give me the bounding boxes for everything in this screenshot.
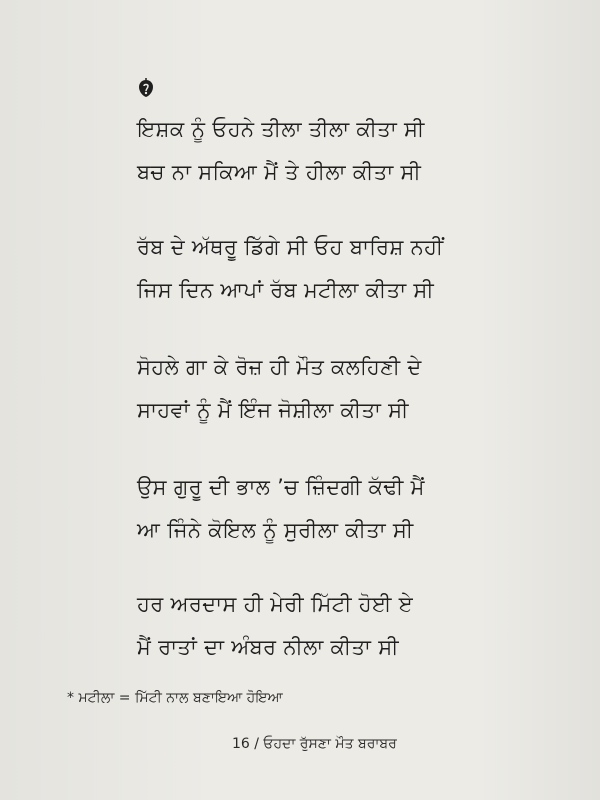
- stanza-1: [137, 108, 477, 194]
- poem-line: ਜਿਸ ਦਿਨ ਆਪਾਂ ਰੱਬ ਮਟੀਲਾ ਕੀਤਾ ਸੀ: [137, 278, 434, 302]
- stanza-4: [137, 466, 477, 552]
- poem-line: ਉਸ ਗੁਰੂ ਦੀ ਭਾਲ ’ਚ ਜ਼ਿੰਦਗੀ ਕੱਢੀ ਮੈਂ: [137, 475, 425, 499]
- poem-line: ਆ ਜਿੰਨੇ ਕੋਇਲ ਨੂੰ ਸੁਰੀਲਾ ਕੀਤਾ ਸੀ: [137, 518, 414, 542]
- stanza-3: [137, 346, 477, 432]
- footnote: * ਮਟੀਲਾ = ਮਿੱਟੀ ਨਾਲ ਬਣਾਇਆ ਹੋਇਆ: [67, 690, 283, 706]
- poem-line: ਸਾਹਵਾਂ ਨੂੰ ਮੈਂ ਇੰਜ ਜੋਸ਼ੀਲਾ ਕੀਤਾ ਸੀ: [137, 398, 409, 422]
- poem-line: ਮੈਂ ਰਾਤਾਂ ਦਾ ਅੰਬਰ ਨੀਲਾ ਕੀਤਾ ਸੀ: [137, 635, 399, 659]
- poem-line: ਸੋਹਲੇ ਗਾ ਕੇ ਰੋਜ਼ ਹੀ ਮੌਤ ਕਲਹਿਣੀ ਦੇ: [137, 355, 422, 379]
- stanza-5: [137, 583, 477, 669]
- poem-line: ਇਸ਼ਕ ਨੂੰ ਓਹਨੇ ਤੀਲਾ ਤੀਲਾ ਕੀਤਾ ਸੀ: [137, 117, 425, 141]
- ornament-icon: [135, 77, 157, 99]
- poem-line: ਹਰ ਅਰਦਾਸ ਹੀ ਮੇਰੀ ਮਿੱਟੀ ਹੋਈ ਏ: [137, 592, 414, 616]
- poem-line: ਬਚ ਨਾ ਸਕਿਆ ਮੈਂ ਤੇ ਹੀਲਾ ਕੀਤਾ ਸੀ: [137, 160, 422, 184]
- page-footer: 16 / ਓਹਦਾ ਰੁੱਸਣਾ ਮੌਤ ਬਰਾਬਰ: [232, 736, 397, 752]
- stanza-2: [137, 226, 477, 312]
- poem-line: ਰੱਬ ਦੇ ਅੱਥਰੂ ਡਿੱਗੇ ਸੀ ਓਹ ਬਾਰਿਸ਼ ਨਹੀਂ: [137, 235, 444, 259]
